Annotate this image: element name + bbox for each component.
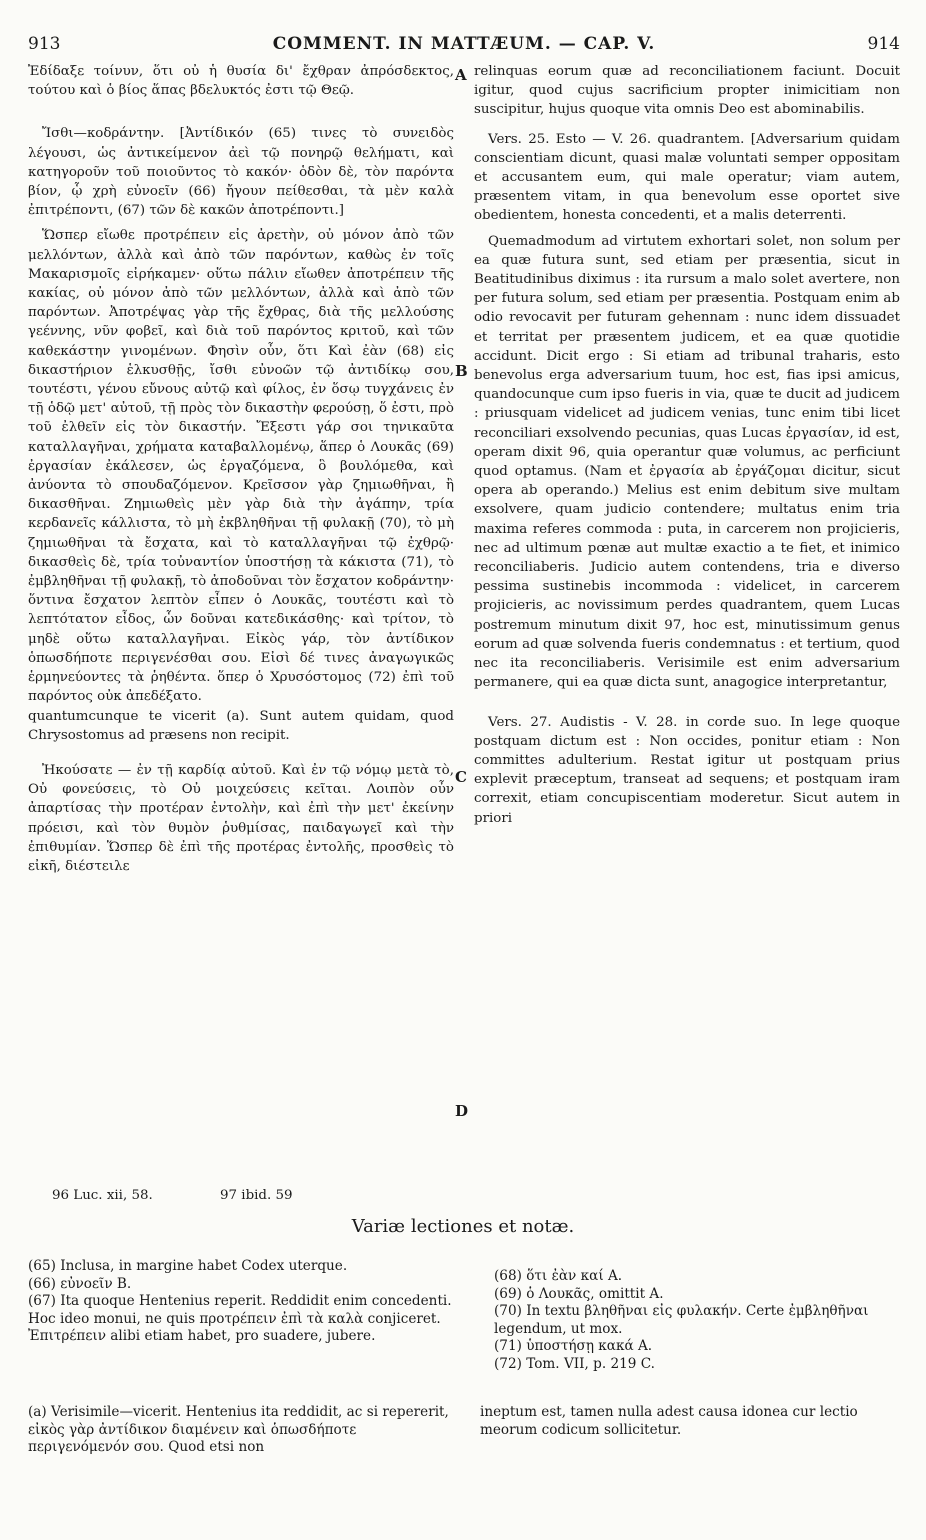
margin-letter-a: A	[455, 66, 467, 84]
latin-paragraph: relinquas eorum quæ ad reconciliationem faciunt. Docuit igitur, quod cujus sacrificium propter inimicitiam non suscipitur, hujus quoque vita omnis Deo est abominabilis.	[474, 64, 900, 118]
running-title: COMMENT. IN MATTÆUM. — CAP. V.	[272, 34, 656, 54]
margin-letter-c: C	[455, 768, 467, 786]
note-67: (67) Ita quoque Hentenius reperit. Reddidit enim concedenti. Hoc ideo monui, ne quis προτρέπειν ἐπὶ τὰ καλὰ conjiceret. Ἐπιτρέπειν alibi etiam habet, pro suadere, jubere.	[28, 1293, 452, 1345]
varia-title: Variæ lectiones et notæ.	[351, 1216, 575, 1237]
footnote-96: 96 Luc. xii, 58.	[52, 1188, 153, 1203]
margin-letter-d: D	[455, 1102, 469, 1120]
note-71: (71) ὑποστήσῃ κακά A.	[494, 1338, 653, 1355]
greek-paragraph: Ἐδίδαξε τοίνυν, ὅτι οὐ ἡ θυσία δι' ἔχθραν ἀπρόσδεκτος, τούτου καὶ ὁ βίος ἅπας βδελυκτός ἐστι τῷ Θεῷ.	[28, 64, 454, 99]
page-number-left: 913	[28, 34, 61, 54]
notes-left	[28, 1258, 458, 1346]
latin-paragraph: Vers. 25. Esto — V. 26. quadrantem. [Adversarium quidam conscientiam dicunt, quasi malæ voluntati semper oppositam et accusantem eum, qui male operatur; viam autem, præsentem vitam, in qua benevolum esse oportet sive obedientem, honesta concedenti, et a malis deterrenti.	[474, 131, 900, 224]
notes-right	[494, 1268, 900, 1374]
note-70: (70) In textu βληθῆναι εἰς φυλακήν. Certe ἐμβληθῆναι legendum, ut mox.	[494, 1303, 869, 1337]
footnote-97: 97 ibid. 59	[220, 1188, 293, 1203]
note-68: (68) ὅτι ἐὰν καί A.	[494, 1268, 623, 1284]
greek-paragraph: Ὥσπερ εἴωθε προτρέπειν εἰς ἀρετὴν, οὐ μόνον ἀπὸ τῶν μελλόντων, ἀλλὰ καὶ ἀπὸ τῶν παρόντων, καθὼς ἐν τοῖς Μακαρισμοῖς εἰρήκαμεν· οὕτω πάλιν εἴωθεν ἀποτρέπειν τῆς κακίας, οὐ μόνον ἀπὸ τῶν μελλόντων, ἀλλὰ καὶ ἀπὸ τῶν παρόντων. Ἀποτρέψας γὰρ τῆς ἔχθρας, διὰ τῆς μελλούσης γεέννης, νῦν φοβεῖ, καὶ διὰ τοῦ παρόντος κριτοῦ, καὶ τῶν καθεκάστην γινομένων. Φησὶν οὖν, ὅτι Καὶ ἐὰν (68) εἰς δικαστήριον ἑλκυσθῇς, ἴσθι εὐνοῶν τῷ ἀντιδίκῳ σου, τουτέστι, γένου εὔνους αὐτῷ καὶ φίλος, ἐν ὅσῳ τυγχάνεις ἐν τῇ ὁδῷ μετ' αὐτοῦ, τῇ πρὸς τὸν δικαστὴν φερούσῃ, ὅ ἐστι, πρὸ τοῦ ἐλθεῖν εἰς τὸν δικαστήν. Ἔξεστι γάρ σοι τηνικαῦτα καταλλαγῆναι, χρήματα καταβαλλομένῳ, ἅπερ ὁ Λουκᾶς (69) ἐργασίαν ἐκάλεσεν, ὡς ἐργαζόμενα, ὃ βουλόμεθα, καὶ ἀνύοντα τὸ σπουδαζόμενον. Κρεῖσσον γὰρ ζημιωθῆναι, ἢ δικασθῆναι. Ζημιωθεὶς μὲν γὰρ διὰ τὴν ἀγάπην, τρία κερδανεῖς κάλλιστα, τὸ μὴ ἐκβληθῆναι τῇ φυλακῇ (70), τὸ μὴ ζημιωθῆναι τὰ ἔσχατα, καὶ τὸ καταλλαγῆναι τῷ ἐχθρῷ· δικασθεὶς δὲ, τρία τοὐναντίον ὑποστήσῃ τὰ κάκιστα (71), τὸ ἐμβληθῆναι τῇ φυλακῇ, τὸ ἀποδοῦναι τὸν ἔσχατον κοδράντην· ὅντινα ἔσχατον λεπτὸν εἶπεν ὁ Λουκᾶς, τουτέστι καὶ τὸ λεπτότατον εἶδος, ὧν δοῦναι κατεδικάσθης· καὶ τρίτον, τὸ μηδὲ οὕτω καταλλαγῆναι. Εἰκὸς γάρ, τὸν ἀντίδικον ὁπωσδήποτε περιγενέσθαι σου. Εἰσὶ δέ τινες ἀναγωγικῶς ἑρμηνεύοντες τὰ ῥηθέντα. ὅπερ ὁ Χρυσόστομος (72) ἐπὶ τοῦ παρόντος οὐκ ἀπεδέξατο.	[28, 228, 454, 705]
latin-paragraph: Quemadmodum ad virtutem exhortari solet, non solum per ea quæ futura sunt, sed etiam per præsentia, sicut in Beatitudinibus diximus : ita rursum a malo solet avertere, non per futura solum, sed etiam per præsentia. Postquam enim ab odio revocavit per futuram gehennam : nunc idem dissuadet et territat per præsentem judicem, et ea quæ quotidie accidunt. Dicit ergo : Si etiam ad tribunal traharis, esto benevolus erga adversarium tuum, hoc est, fias ipsi amicus, quandocunque cum ipso fueris in via, quæ te ducit ad judicem : priusquam videlicet ad judicem venias, tunc enim tibi licet reconciliari exsolvendo pecunias, quas Lucas ἐργασίαν, id est, operam dixit 96, quia operantur quæ volumus, ac perficiunt quod optamus. (Nam et ἐργασία ab ἐργάζομαι dicitur, sicut opera ab operando.) Melius est enim debitum sive multam exsolvere, quam judicio contendere; multatus enim tria maxima referes commoda : puta, in carcerem non projicieris, nec ad ultimum pœnæ aut multæ exactio a te fiet, et inimico reconciliaberis. Judicio autem contendens, tria e diverso pessima sustinebis incommoda : videlicet, in carcerem projicieris, ac novissimum perdes quadrantem, quem Lucas postremum minutum dixit 97, hoc est, minutissimum genus eorum ad quæ solvenda fueris condemnatus : et tertium, quod nec ita reconciliaberis. Verisimile est enim adversarium permanere, qui ea quæ dicta sunt, anagogice interpretantur,	[474, 233, 900, 691]
page-number-right: 914	[867, 34, 900, 54]
note-a-right: ineptum est, tamen nulla adest causa idonea cur lectio meorum codicum sollicitetur.	[480, 1404, 858, 1438]
note-65: (65) Inclusa, in margine habet Codex uterque.	[28, 1258, 348, 1274]
greek-column	[28, 62, 454, 882]
greek-paragraph: Ἠκούσατε — ἐν τῇ καρδίᾳ αὐτοῦ. Καὶ ἐν τῷ νόμῳ μετὰ τὸ, Οὐ φονεύσεις, τὸ Οὐ μοιχεύσεις κεῖται. Λοιπὸν οὖν ἀπαρτίσας τὴν προτέραν ἐντολὴν, καὶ ἐπὶ τὴν μετ' ἐκείνην πρόεισι, καὶ τὸν θυμὸν ῥυθμίσας, παιδαγωγεῖ καὶ τὴν ἐπιθυμίαν. Ὥσπερ δὲ ἐπὶ τῆς προτέρας ἐντολῆς, προσθεὶς τὸ εἰκῆ, διέστειλε	[28, 762, 454, 874]
note-66: (66) εὐνοεῖν B.	[28, 1275, 132, 1292]
latin-paragraph: Vers. 27. Audistis - V. 28. in corde suo. In lege quoque postquam dictum est : Non occides, ponitur etiam : Non committes adulterium. Restat igitur ut postquam prius explevit præceptum, transeat ad sequens; et postquam iram correxit, etiam concupiscentiam moderetur. Sicut autem in priori	[474, 714, 900, 826]
latin-gloss-line: quantumcunque te vicerit (a). Sunt autem quidam, quod Chrysostomus ad præsens non recipit.	[28, 708, 454, 743]
note-69: (69) ὁ Λουκᾶς, omittit A.	[494, 1285, 664, 1302]
latin-column	[474, 62, 900, 834]
note-72: (72) Tom. VII, p. 219 C.	[494, 1355, 656, 1372]
greek-paragraph: Ἴσθι—κοδράντην. [Ἀντίδικόν (65) τινες τὸ συνειδὸς λέγουσι, ὡς ἀντικείμενον ἀεὶ τῷ πονηρῷ θελήματι, καὶ κατηγοροῦν τοῦ ποιοῦντος τὸ κακόν· ὁδὸν δὲ, τὸν παρόντα βίον, ᾧ χρὴ εὐνοεῖν (66) ἤγουν πείθεσθαι, τὰ μὲν καλὰ ἐπιτρέποντι, (67) τῶν δὲ κακῶν ἀποτρέποντι.]	[28, 126, 454, 219]
running-header	[28, 34, 900, 56]
note-a-left: (a) Verisimile—vicerit. Hentenius ita reddidit, ac si repererit, εἰκὸς γὰρ ἀντίδικον διαμένειν καὶ ὁπωσδήποτε περιγενόμενόν σου. Quod etsi non	[28, 1404, 449, 1456]
margin-letter-b: B	[455, 362, 468, 380]
